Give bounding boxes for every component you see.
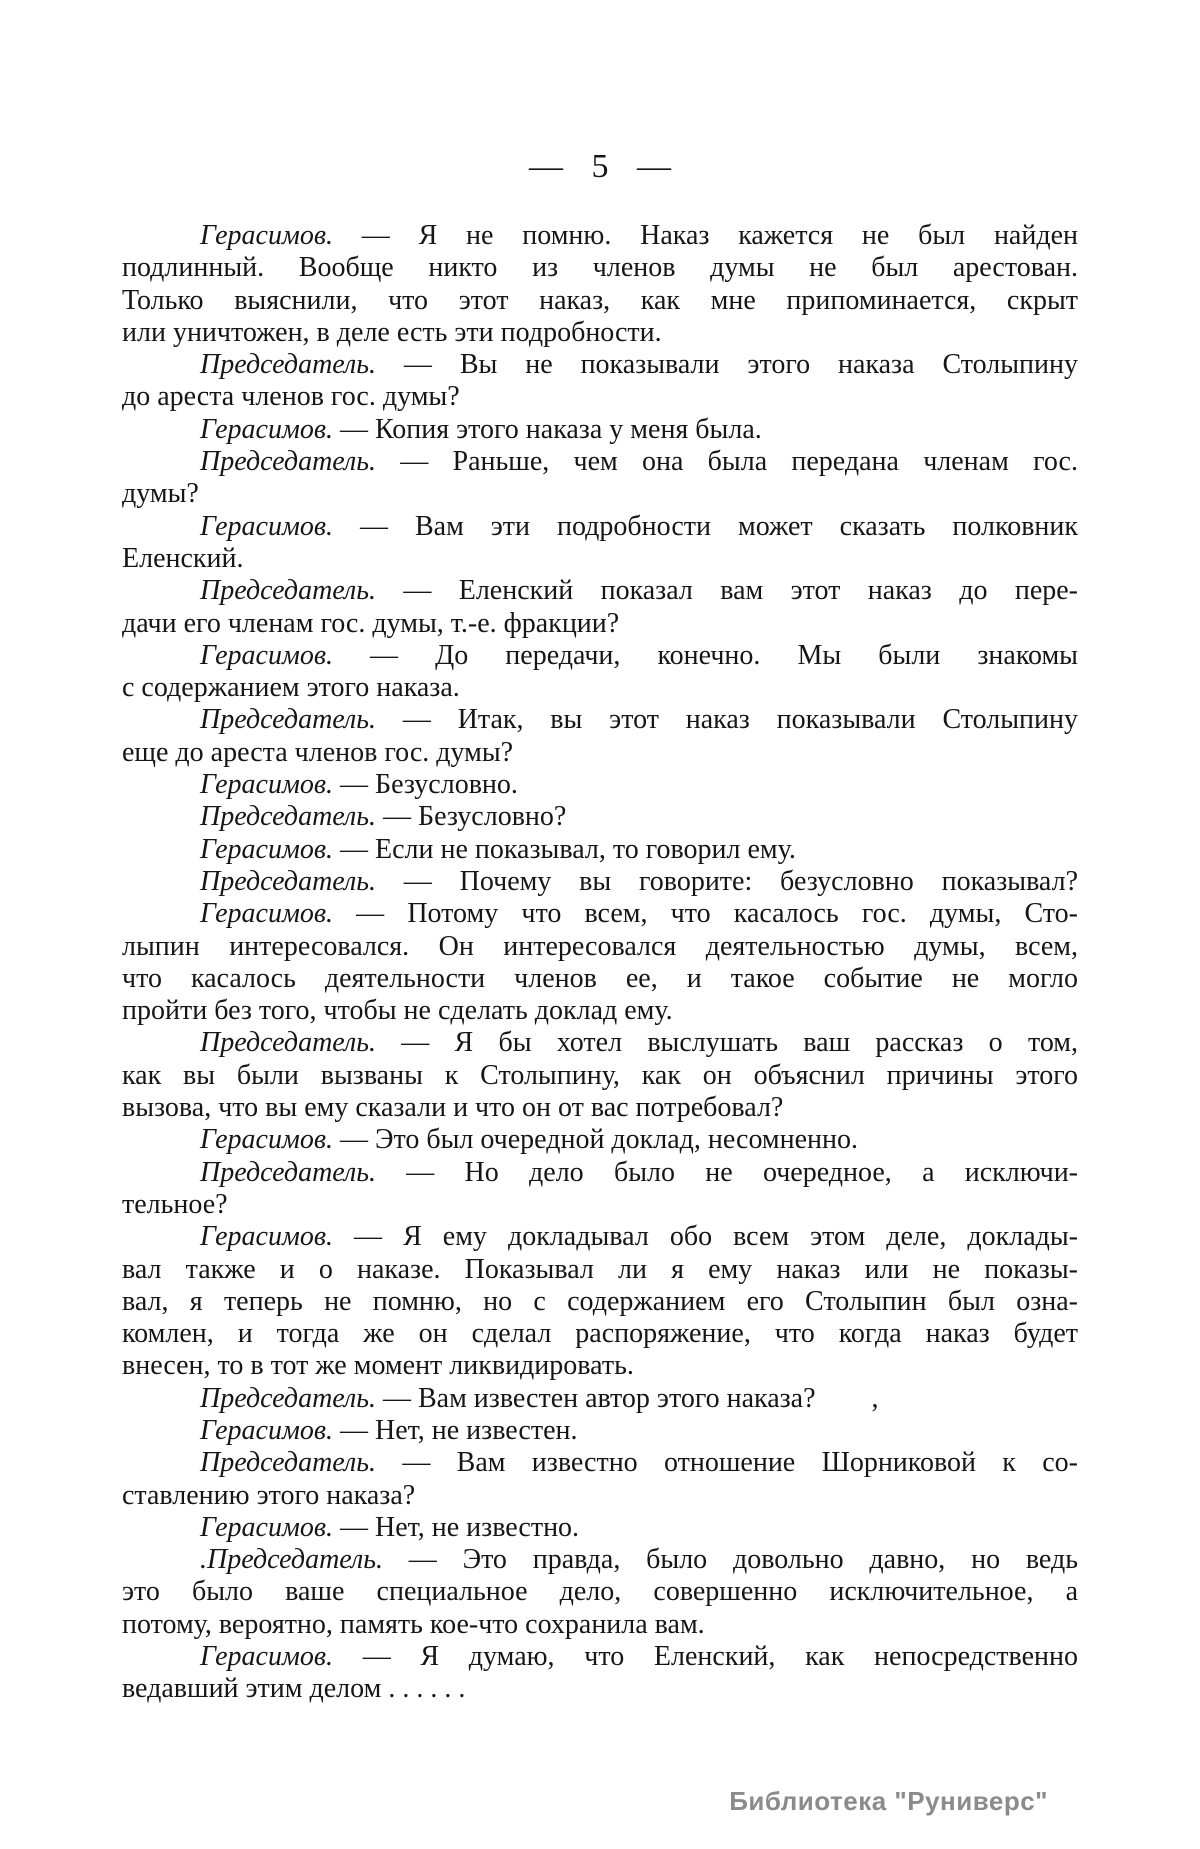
dialogue-line: еще до ареста членов гос. думы? [122,736,514,768]
dialogue-line: потому, вероятно, память кое-что сохранила вам. [122,1608,705,1640]
dialogue-line [122,1641,1078,1673]
dialogue-line [122,801,1078,833]
dialogue-line [122,575,1078,607]
speaker-name: Герасимов. [200,898,333,930]
dialogue-line [122,1512,1078,1544]
speaker-name: Герасимов. [200,1414,333,1446]
dialogue-line: до ареста членов гос. думы? [122,381,460,413]
speech-text: — Если не показывал, то говорил ему. [332,833,796,865]
dialogue-line: пройти без того, чтобы не сделать доклад ему. [122,995,673,1027]
speaker-name: Председатель. [200,801,376,833]
dialogue-line: думы? [122,478,199,510]
dialogue-line: или уничтожен, в деле есть эти подробности. [122,316,662,348]
dialogue-line: как вы были вызваны к Столыпину, как он объяснил причины этого [122,1059,1078,1091]
dialogue-line [122,1221,1078,1253]
dialogue-line [122,1544,1078,1576]
speech-text: — Вам известно отношение Шорниковой к со- [375,1447,1078,1479]
dialogue-line [122,1157,1078,1189]
dialogue-line [122,769,1078,801]
speaker-name: Председатель. [200,575,376,607]
dialogue-line: вал, я теперь не помню, но с содержанием его Столыпин был озна- [122,1285,1078,1317]
speaker-name: Герасимов. [200,1641,333,1673]
speaker-name: Герасимов. [200,769,333,801]
dialogue-line: с содержанием этого наказа. [122,672,460,704]
dialogue-line [122,704,1078,736]
speaker-name: Председатель. [200,446,376,478]
dialogue-line: ведавший этим делом . . . . . . [122,1673,466,1705]
dialogue-line: вал также и о наказе. Показывал ли я ему наказ или не показы- [122,1253,1078,1285]
speech-text: — Нет, не известен. [332,1414,578,1446]
library-watermark: Библиотека "Руниверс" [729,1786,1048,1816]
dialogue-line [122,898,1078,930]
speaker-name: Председатель. [200,704,376,736]
speech-text: — Вы не показывали этого наказа Столыпину [375,349,1078,381]
dialogue-line [122,1383,1078,1415]
speech-text: — Это был очередной доклад, несомненно. [332,1124,859,1156]
speech-text: — Почему вы говорите: безусловно показывал? [375,865,1078,897]
dialogue-line [122,349,1078,381]
speaker-name: Герасимов. [200,1221,333,1253]
page-number: — 5 — [529,148,671,185]
speaker-name: Герасимов. [200,1511,333,1543]
speech-text: — Нет, не известно. [332,1511,580,1543]
speech-text: — Я бы хотел выслушать ваш рассказ о том, [375,1027,1078,1059]
speaker-name: .Председатель. [200,1544,383,1576]
dialogue-line: комлен, и тогда же он сделал распоряжение, что когда наказ будет [122,1318,1078,1350]
dialogue-line [122,511,1078,543]
speech-text: — Я думаю, что Еленский, как непосредственно [332,1641,1078,1673]
speech-text: — Безусловно? [375,801,567,833]
dialogue-line [122,1124,1078,1156]
dialogue-line: Только выяснили, что этот наказ, как мне припоминается, скрыт [122,284,1078,316]
speech-text: — Вам эти подробности может сказать полковник [332,510,1078,542]
dialogue-line: Еленский. [122,542,244,574]
speech-text: — Итак, вы этот наказ показывали Столыпину [375,704,1078,736]
speaker-name: Герасимов. [200,1124,333,1156]
dialogue-line [122,834,1078,866]
speech-text: — Вам известен автор этого наказа? , [375,1382,879,1414]
speaker-name: Председатель. [200,1027,376,1059]
speaker-name: Герасимов. [200,413,333,445]
dialogue-transcript [122,220,1078,1706]
dialogue-line [122,640,1078,672]
dialogue-line: это было ваше специальное дело, совершенно исключительное, а [122,1576,1078,1608]
dialogue-line: ставлению этого наказа? [122,1479,416,1511]
speech-text: — Безусловно. [332,769,518,801]
speech-text: — До передачи, конечно. Мы были знакомы [332,639,1078,671]
speaker-name: Председатель. [200,1447,376,1479]
dialogue-line [122,1027,1078,1059]
speaker-name: Герасимов. [200,220,333,251]
speech-text: — Я не помню. Наказ кажется не был найден [332,220,1078,251]
speaker-name: Председатель. [200,349,376,381]
dialogue-line: подлинный. Вообще никто из членов думы не был арестован. [122,252,1078,284]
speaker-name: Герасимов. [200,639,333,671]
dialogue-line: вызова, что вы ему сказали и что он от вас потребовал? [122,1092,784,1124]
speech-text: — Это правда, было довольно давно, но ведь [382,1544,1078,1576]
speaker-name: Председатель. [200,865,376,897]
dialogue-line [122,220,1078,252]
dialogue-line [122,414,1078,446]
speaker-name: Председатель. [200,1382,376,1414]
speech-text: — Я ему докладывал обо всем этом деле, доклады- [332,1221,1078,1253]
dialogue-line: лыпин интересовался. Он интересовался деятельностью думы, всем, [122,930,1078,962]
speaker-name: Герасимов. [200,833,333,865]
dialogue-line: внесен, то в тот же момент ликвидировать. [122,1350,634,1382]
dialogue-line [122,1447,1078,1479]
dialogue-line [122,446,1078,478]
dialogue-line: тельное? [122,1188,228,1220]
speech-text: — Еленский показал вам этот наказ до пере- [375,575,1078,607]
speaker-name: Герасимов. [200,510,333,542]
dialogue-line: дачи его членам гос. думы, т.-е. фракции? [122,607,620,639]
speech-text: — Потому что всем, что касалось гос. думы, Сто- [332,898,1078,930]
dialogue-line: что касалось деятельности членов ее, и такое событие не могло [122,962,1078,994]
dialogue-line [122,1415,1078,1447]
speech-text: — Раньше, чем она была передана членам гос. [375,446,1078,478]
speaker-name: Председатель. [200,1156,376,1188]
dialogue-line [122,866,1078,898]
speech-text: — Копия этого наказа у меня была. [332,413,762,445]
speech-text: — Но дело было не очередное, а исключи- [375,1156,1078,1188]
